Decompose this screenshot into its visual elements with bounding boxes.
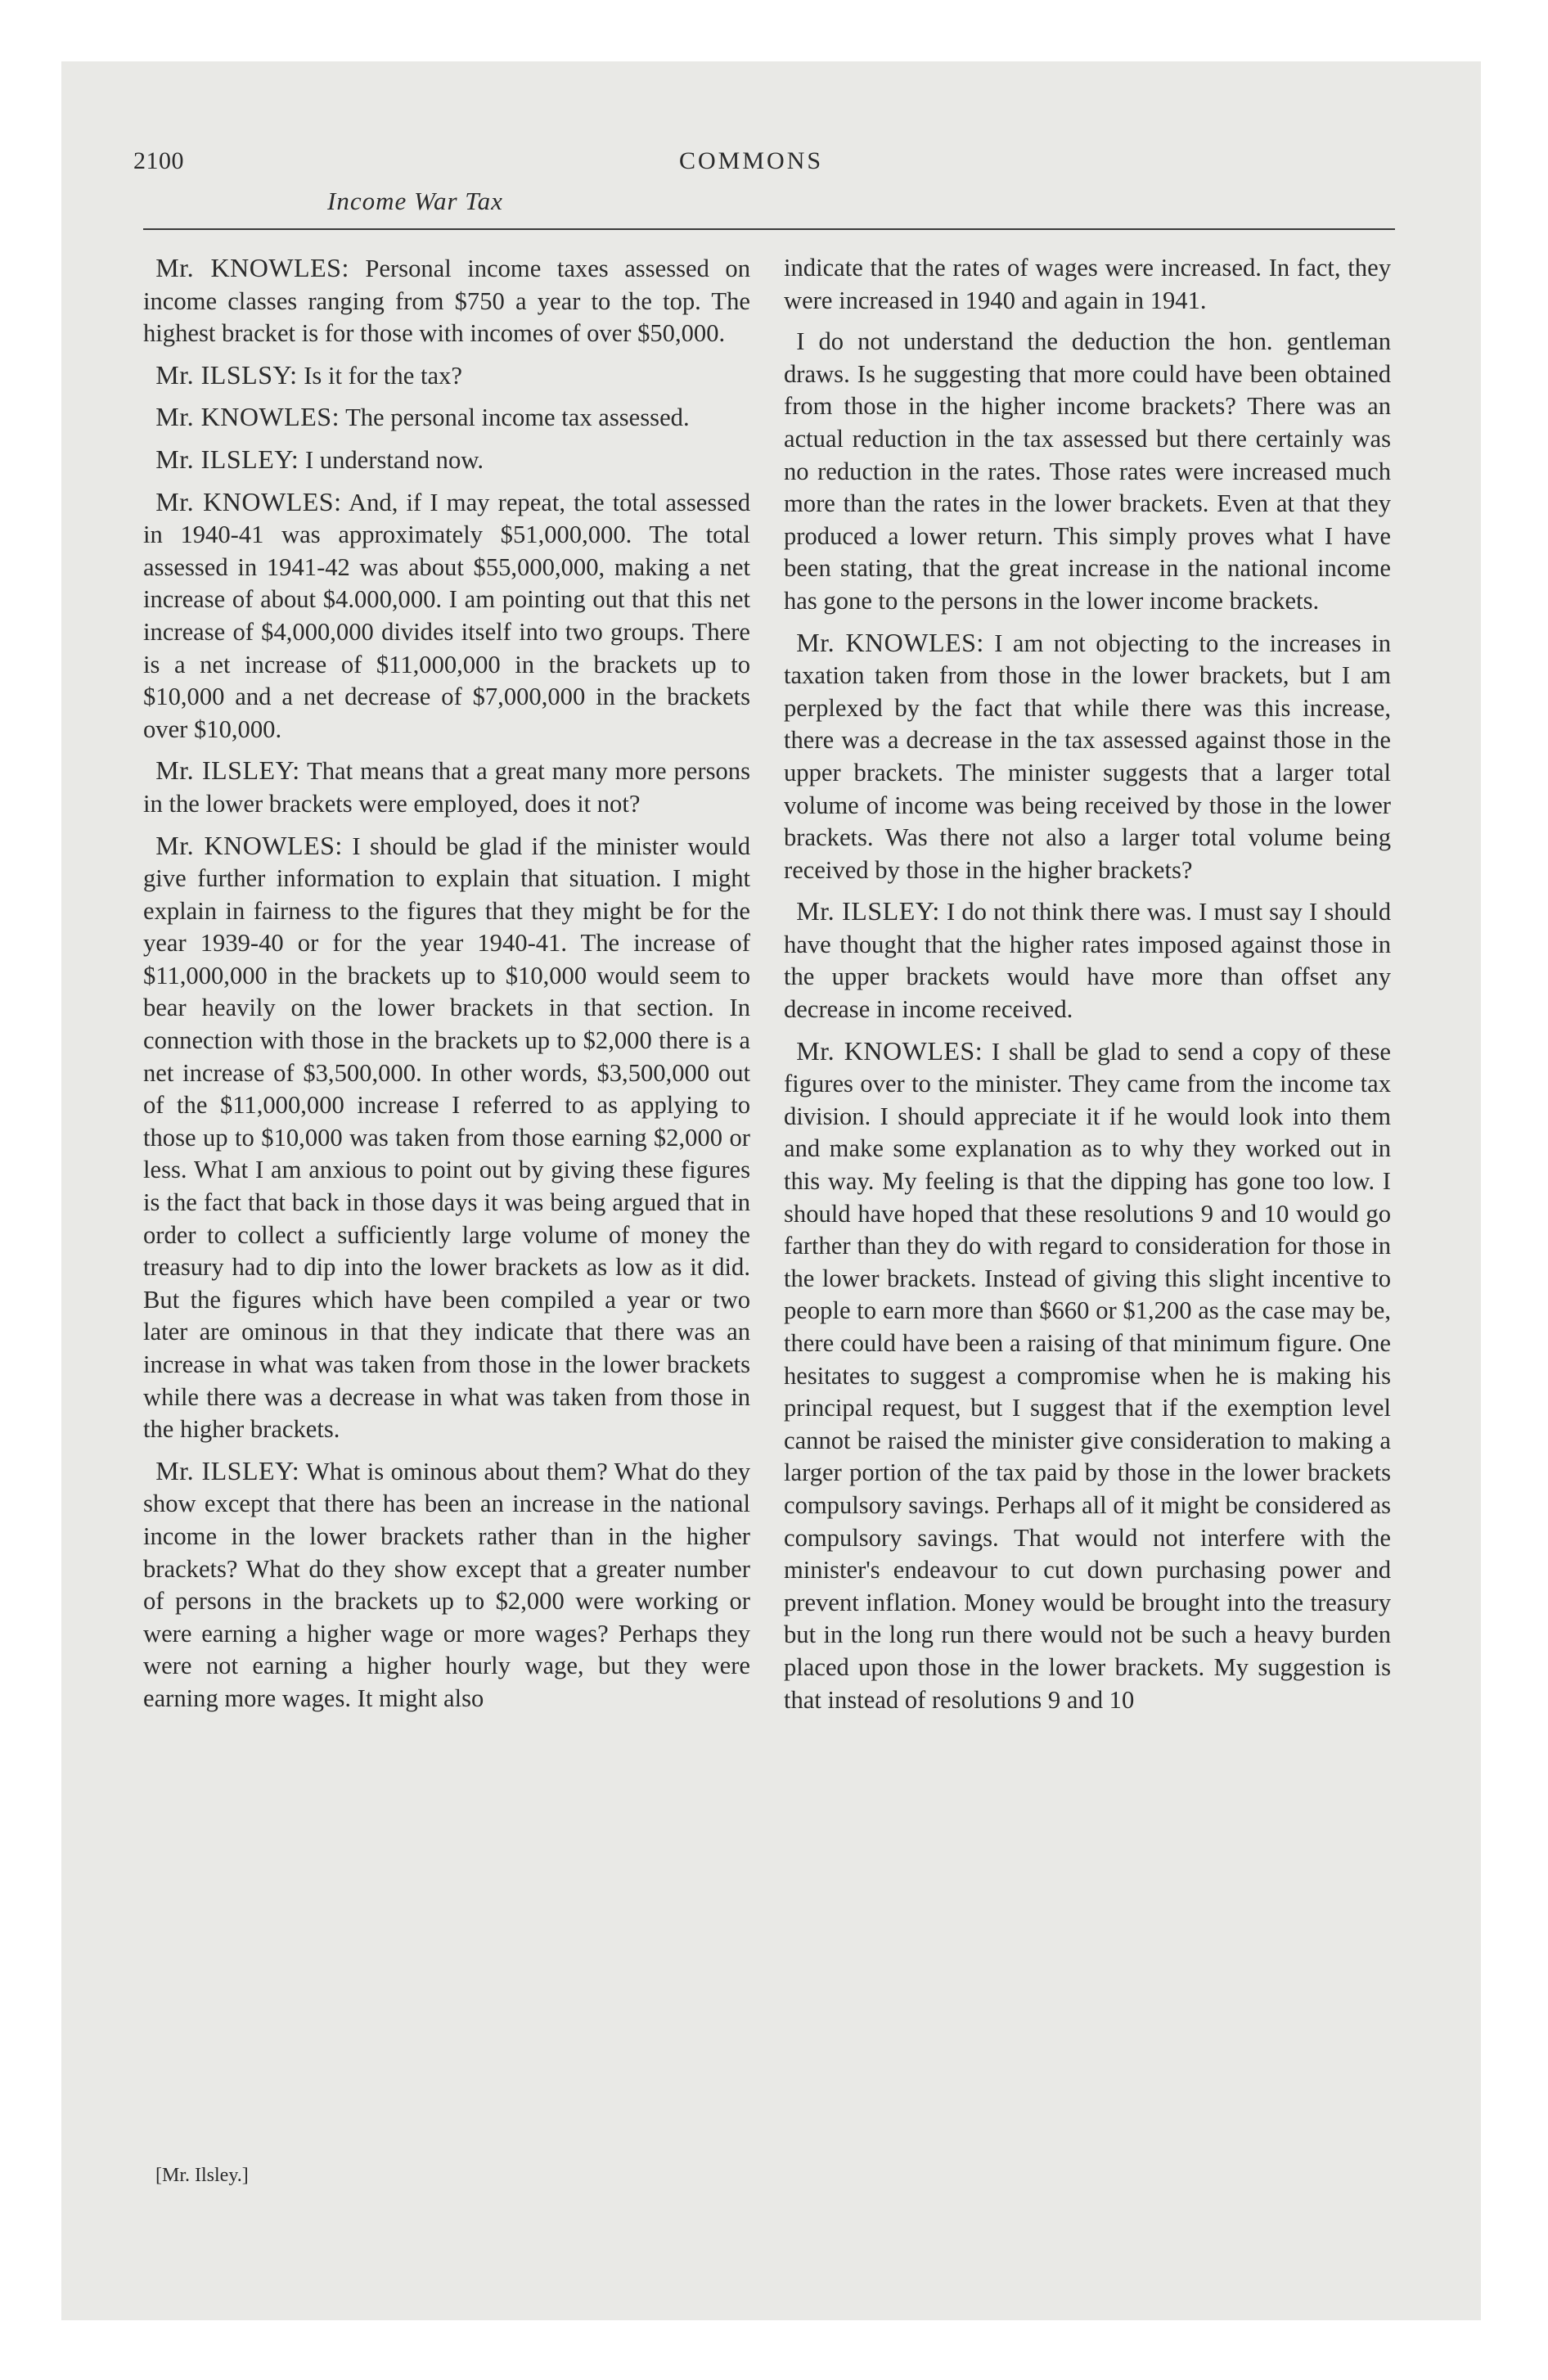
section-title: Income War Tax [327, 187, 503, 215]
speaker-name: Mr. KNOWLES: [796, 627, 984, 657]
paragraph [784, 627, 1391, 887]
page-number: 2100 [133, 147, 184, 174]
speech-text: Is it for the tax? [304, 361, 462, 390]
paragraph [784, 326, 1391, 617]
running-head: COMMONS [679, 147, 824, 174]
speech-text: Personal income taxes assessed on income classes ranging from $750 a year to the top. The highest bracket is for those with incomes of over $50,000. [143, 255, 750, 348]
left-column [143, 252, 750, 1724]
speech-text: And, if I may repeat, the total assessed in 1940-41 was approximately $51,000,000. The total assessed in 1941-42 was about $55,000,000, making a net increase of about $4.000,000. I am pointing out that this net increase of $4,000,000 divides itself into two groups. There is a net increase of $11,000,000 in the brackets up to $10,000 and a net decrease of $7,000,000 in the brackets over $10,000. [143, 488, 751, 743]
speech-text: I do not understand the deduction the hon. gentleman draws. Is he suggesting that more could have been obtained from those in the higher income brackets? There was an actual reduction in the tax assessed but there certainly was no reduction in the rates. Those rates were increased much more than the rates in the lower brackets. Even at that they produced a lower return. This simply proves what I have been stating, that the great increase in the national income has gone to the persons in the lower income brackets. [784, 327, 1391, 615]
right-column [784, 252, 1391, 1725]
paragraph [784, 252, 1391, 317]
paragraph [143, 486, 750, 746]
paragraph [143, 444, 750, 477]
speech-text: indicate that the rates of wages were increased. In fact, they were increased in 1940 and again in 1941. [784, 254, 1391, 314]
paragraph [143, 755, 750, 820]
speech-text: I should be glad if the minister would give further information to explain that situation. I might explain in fairness to the figures that they might be for the year 1939-40 or for the year 1940-41. The increase of $11,000,000 in the brackets up to $10,000 would seem to bear heavily on the lower brackets in that section. In connection with those in the brackets up to $2,000 there is a net increase of $3,500,000. In other words, $3,500,000 out of the $11,000,000 increase I referred to as applying to those up to $10,000 was taken from those earning $2,000 or less. What I am anxious to point out by giving these figures is the fact that back in those days it was being argued that in order to collect a sufficiently large volume of money the treasury had to dip into the lower brackets as low as it did. But the figures which have been compiled a year or two later are ominous in that they indicate that there was an increase in what was taken from those in the lower brackets while there was a decrease in what was taken from those in the higher brackets. [143, 832, 751, 1444]
speaker-name: Mr. KNOWLES: [155, 253, 349, 282]
speaker-name: Mr. ILSLSY: [155, 359, 298, 390]
paragraph [784, 895, 1391, 1025]
speaker-name: Mr. ILSLEY: [155, 755, 300, 786]
speech-text: The personal income tax assessed. [345, 403, 690, 432]
paragraph [143, 252, 750, 350]
speaker-name: Mr. ILSLEY: [155, 1455, 300, 1485]
header-rule [143, 228, 1395, 230]
speaker-name: Mr. KNOWLES: [796, 1035, 983, 1066]
speaker-attribution: [Mr. Ilsley.] [155, 2165, 249, 2186]
speech-text: I am not objecting to the increases in taxation taken from those in the lower brackets, but I am perplexed by the fact that while there was this increase, there was a decrease in the tax assessed against those in the upper brackets. The minister suggests that a larger total volume of income was being received by those in the lower brackets. Was there not also a larger total volume being received by those in the higher brackets? [784, 629, 1392, 884]
speaker-name: Mr. KNOWLES: [155, 830, 343, 860]
paragraph [143, 1455, 750, 1715]
paragraph [143, 830, 750, 1446]
speech-text: I do not think there was. I must say I should have thought that the higher rates imposed against those in the upper brackets would have more than offset any decrease in income received. [784, 898, 1391, 1024]
paragraph [143, 359, 750, 393]
speech-text: What is ominous about them? What do they show except that there has been an increase in the national income in the lower brackets rather than in the higher brackets? What do they show except that a greater number of persons in the brackets up to $2,000 were working or were earning a higher wage or more wages? Perhaps they were not earning a higher hourly wage, but they were earning more wages. It might also [143, 1457, 750, 1712]
speech-text: That means that a great many more persons in the lower brackets were employed, does it not? [143, 757, 750, 818]
speech-text: I understand now. [304, 445, 484, 474]
speaker-name: Mr. KNOWLES: [155, 486, 342, 516]
speech-text: I shall be glad to send a copy of these figures over to the minister. They came from the income tax division. I should appreciate it if he would look into them and make some explanation as to why they worked out in this way. My feeling is that the dipping has gone too low. I should have hoped that these resolutions 9 and 10 would go farther than they do with regard to consideration for those in the lower brackets. Instead of giving this slight incentive to people to earn more than $660 or $1,200 as the case may be, there could have been a raising of that minimum figure. One hesitates to suggest a compromise when he is making his principal request, but I suggest that if the exemption level cannot be raised the minister give consideration to making a larger portion of the tax paid by those in the lower brackets compulsory savings. Perhaps all of it might be considered as compulsory savings. That would not interfere with the minister's endeavour to cut down purchasing power and prevent inflation. Money would be brought into the treasury but in the long run there would not be such a heavy burden placed upon those in the lower brackets. My suggestion is that instead of resolutions 9 and 10 [784, 1037, 1392, 1714]
paragraph [143, 401, 750, 435]
speaker-name: Mr. ILSLEY: [155, 444, 299, 474]
speaker-name: Mr. ILSLEY: [796, 896, 940, 926]
speaker-name: Mr. KNOWLES: [155, 402, 340, 432]
paragraph [784, 1035, 1391, 1716]
